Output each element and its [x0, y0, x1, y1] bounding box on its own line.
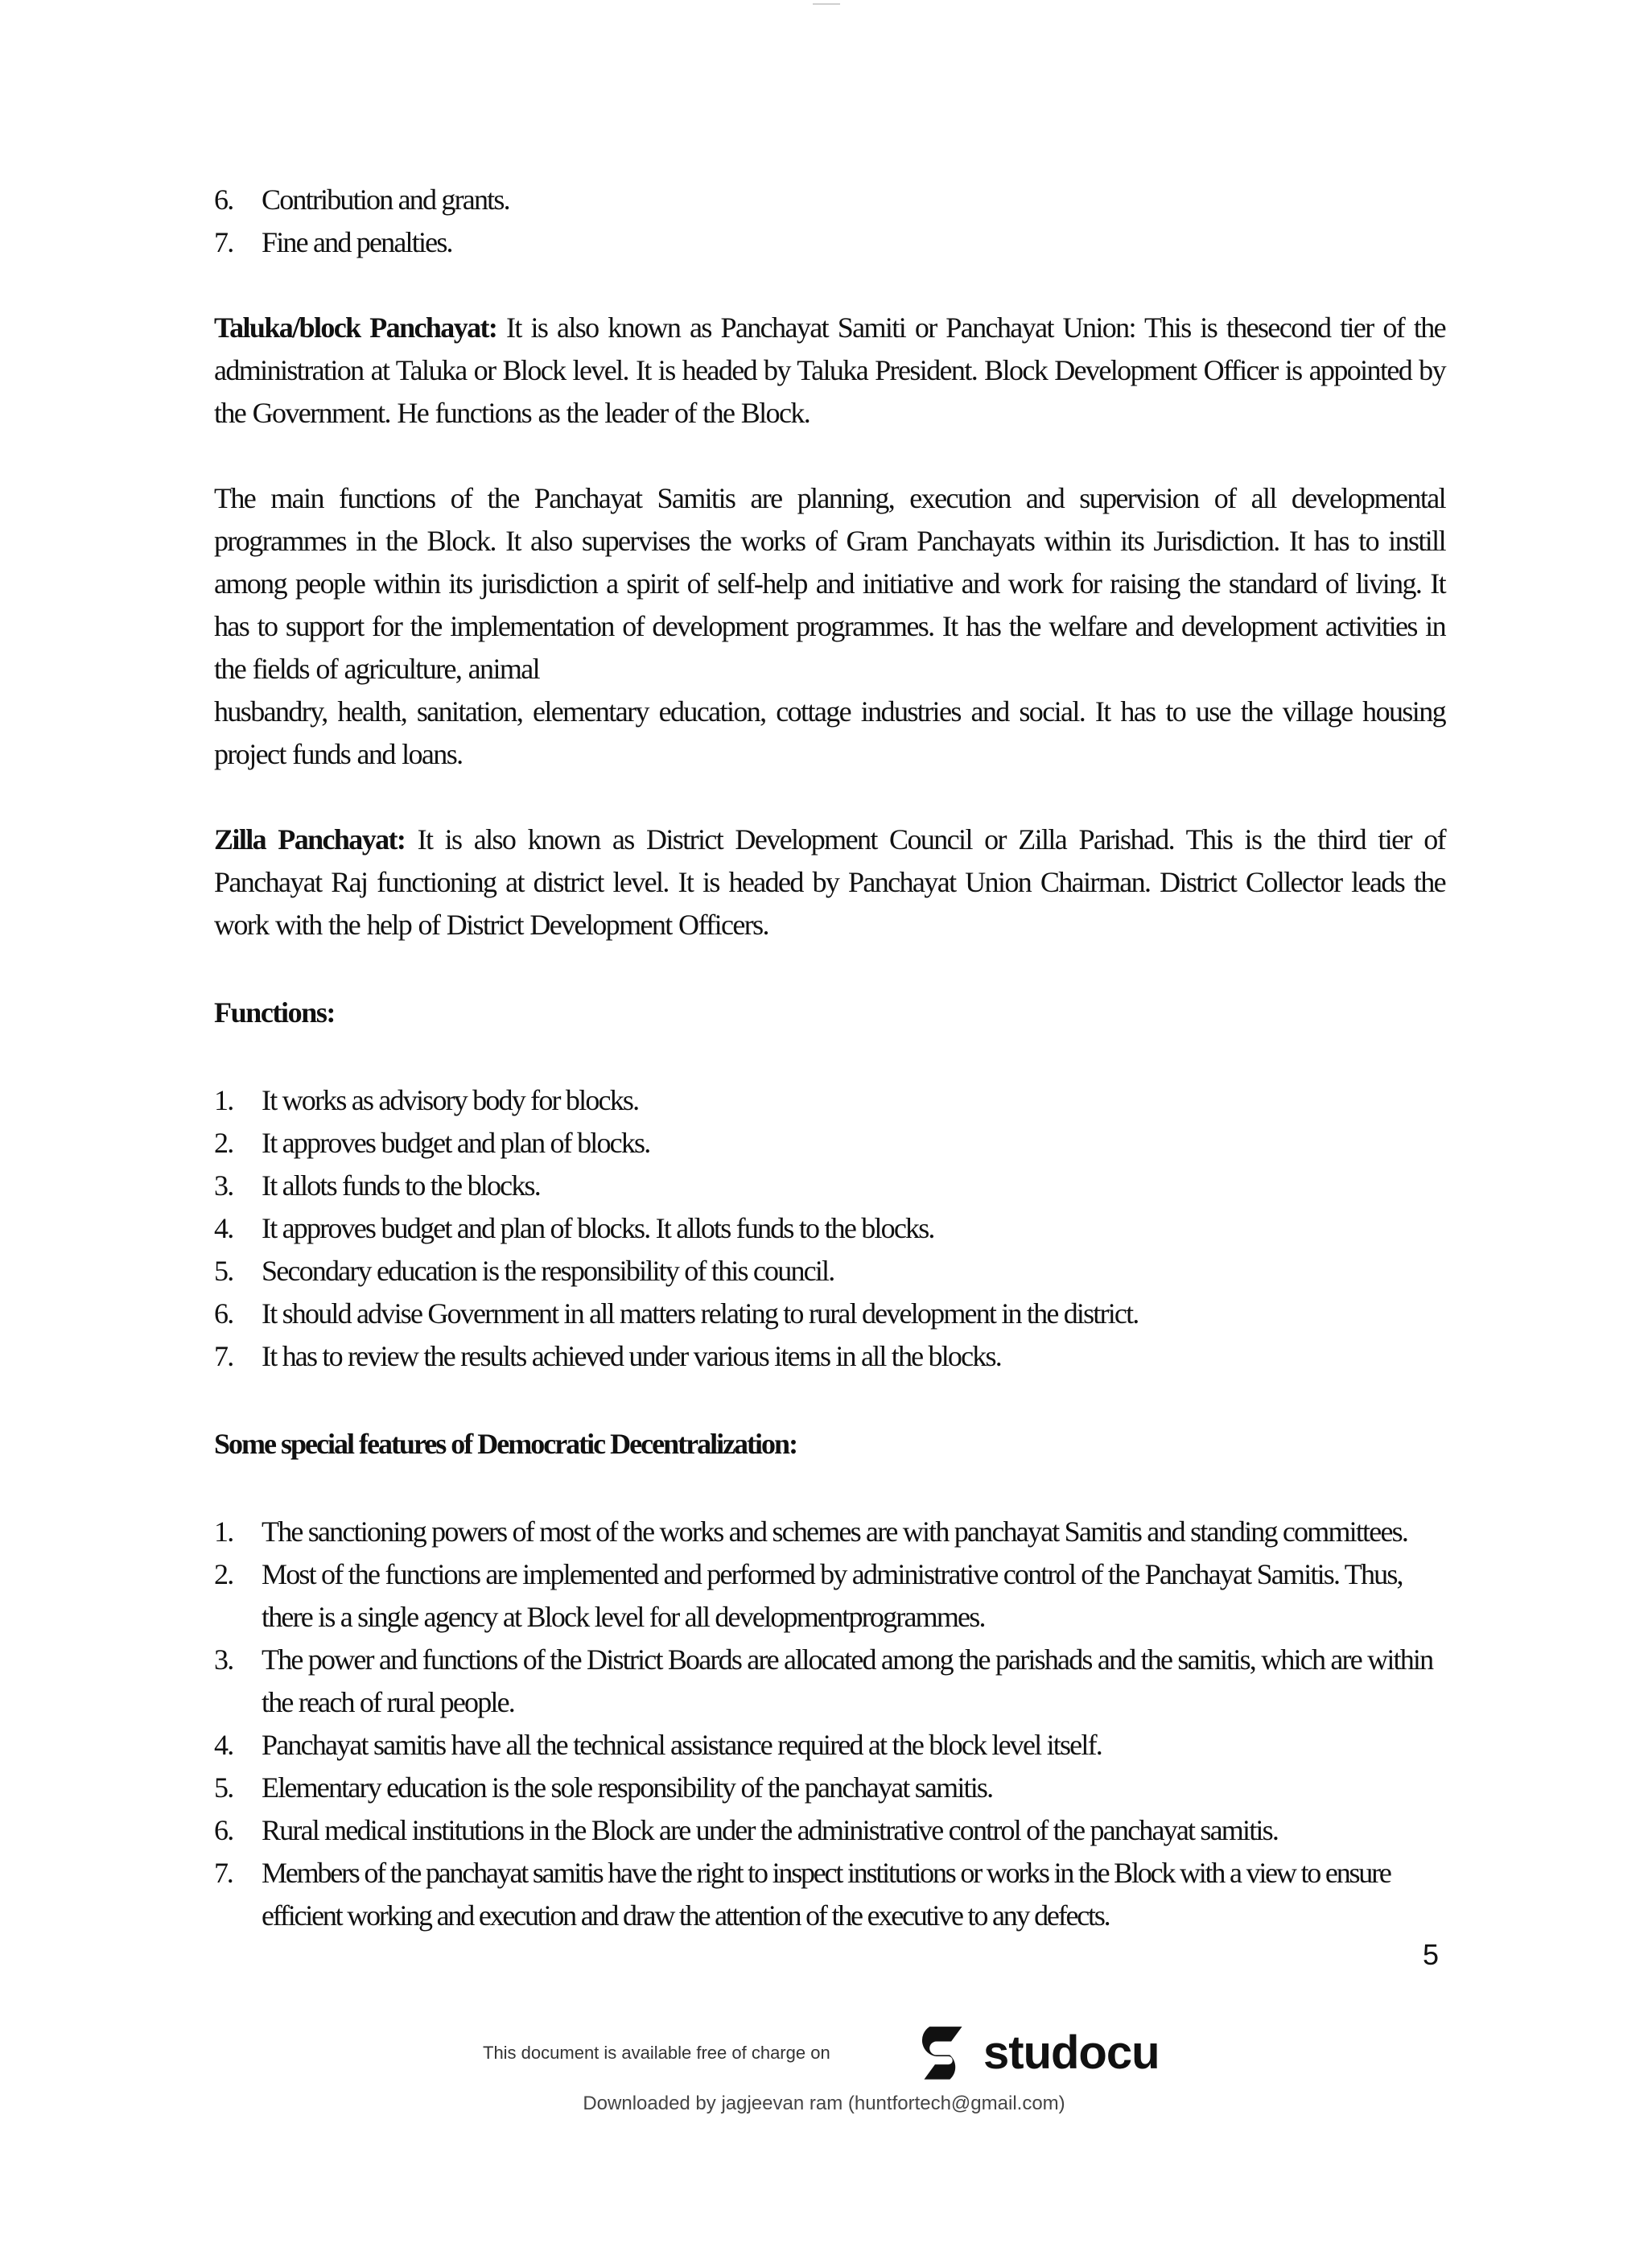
list-item: 7. Members of the panchayat samitis have the right to inspect institutions or works in the Block with a view to ensure efficient working and execution and draw the attention of the executive to any defects. [214, 1857, 1390, 1932]
studocu-brand-text: studocu [983, 2026, 1160, 2079]
top-edge-mark [813, 3, 840, 5]
list-item: 2. Most of the functions are implemented and performed by administrative control of the Panchayat Samitis. Thus, there is a single agency at Block level for all developmentprogrammes. [214, 1558, 1403, 1633]
list-item: 4. It approves budget and plan of blocks. It allots funds to the blocks. [214, 1212, 934, 1244]
list-item: 6. Rural medical institutions in the Block are under the administrative control of the panchayat samitis. [214, 1814, 1279, 1846]
list-item: 3. It allots funds to the blocks. [214, 1169, 540, 1202]
list-item: 4. Panchayat samitis have all the technical assistance required at the block level itself. [214, 1729, 1102, 1761]
footer-available-text: This document is available free of charge on [483, 2043, 830, 2063]
features-heading: Some special features of Democratic Decentralization: [214, 1428, 797, 1460]
functions-heading: Functions: [214, 996, 336, 1029]
downloaded-by-text: Downloaded by jagjeevan ram (huntfortech@gmail.com) [583, 2093, 1065, 2114]
features-list [214, 1511, 1445, 1937]
list-item: 7. Fine and penalties. [214, 226, 452, 258]
page-number: 5 [1423, 1938, 1440, 1971]
functions-list [214, 1079, 1445, 1378]
document-page [214, 179, 1445, 1937]
list-item: 3. The power and functions of the District Boards are allocated among the parishads and the samitis, which are within the reach of rural people. [214, 1643, 1433, 1718]
list-item: 2. It approves budget and plan of blocks. [214, 1127, 650, 1159]
list-item: 7. It has to review the results achieved under various items in all the blocks. [214, 1340, 1001, 1372]
main-functions-paragraph-cont: husbandry, health, sanitation, elementary education, cottage industries and social. It has to use the village housing project funds and loans. [214, 695, 1445, 770]
zilla-paragraph: Zilla Panchayat: It is also known as District Development Council or Zilla Parishad. This is the third tier of Panchayat Raj functioning at district level. It is headed by Panchayat Union Chairman. District Collector leads the work with the help of District Development Officers. [214, 823, 1446, 941]
studocu-logo[interactable] [909, 2019, 1160, 2086]
main-functions-paragraph: The main functions of the Panchayat Samitis are planning, execution and supervision of all developmental programmes in the Block. It also supervises the works of Gram Panchayats within its Jurisdiction. It has to instill among people within its jurisdiction a spirit of self-help and initiative and work for raising the standard of living. It has to support for the implementation of development programmes. It has the welfare and development activities in the fields of agriculture, animal [214, 482, 1445, 685]
zilla-title: Zilla Panchayat: [214, 823, 406, 856]
studocu-logo-icon [909, 2019, 977, 2086]
taluka-title: Taluka/block Panchayat: [214, 311, 497, 344]
taluka-paragraph: Taluka/block Panchayat: It is also known as Panchayat Samiti or Panchayat Union: This is thesecond tier of the administration at Taluka or Block level. It is headed by Taluka President. Block Development Officer is appointed by the Government. He functions as the leader of the Block. [214, 311, 1446, 429]
list-item: 1. It works as advisory body for blocks. [214, 1084, 639, 1116]
list-top [214, 179, 1445, 264]
list-item: 5. Secondary education is the responsibility of this council. [214, 1255, 834, 1287]
list-item: 6. It should advise Government in all matters relating to rural development in the district. [214, 1297, 1139, 1330]
list-item: 5. Elementary education is the sole responsibility of the panchayat samitis. [214, 1771, 993, 1804]
list-item: 1. The sanctioning powers of most of the works and schemes are with panchayat Samitis and standing committees. [214, 1515, 1408, 1548]
list-item: 6. Contribution and grants. [214, 184, 509, 216]
